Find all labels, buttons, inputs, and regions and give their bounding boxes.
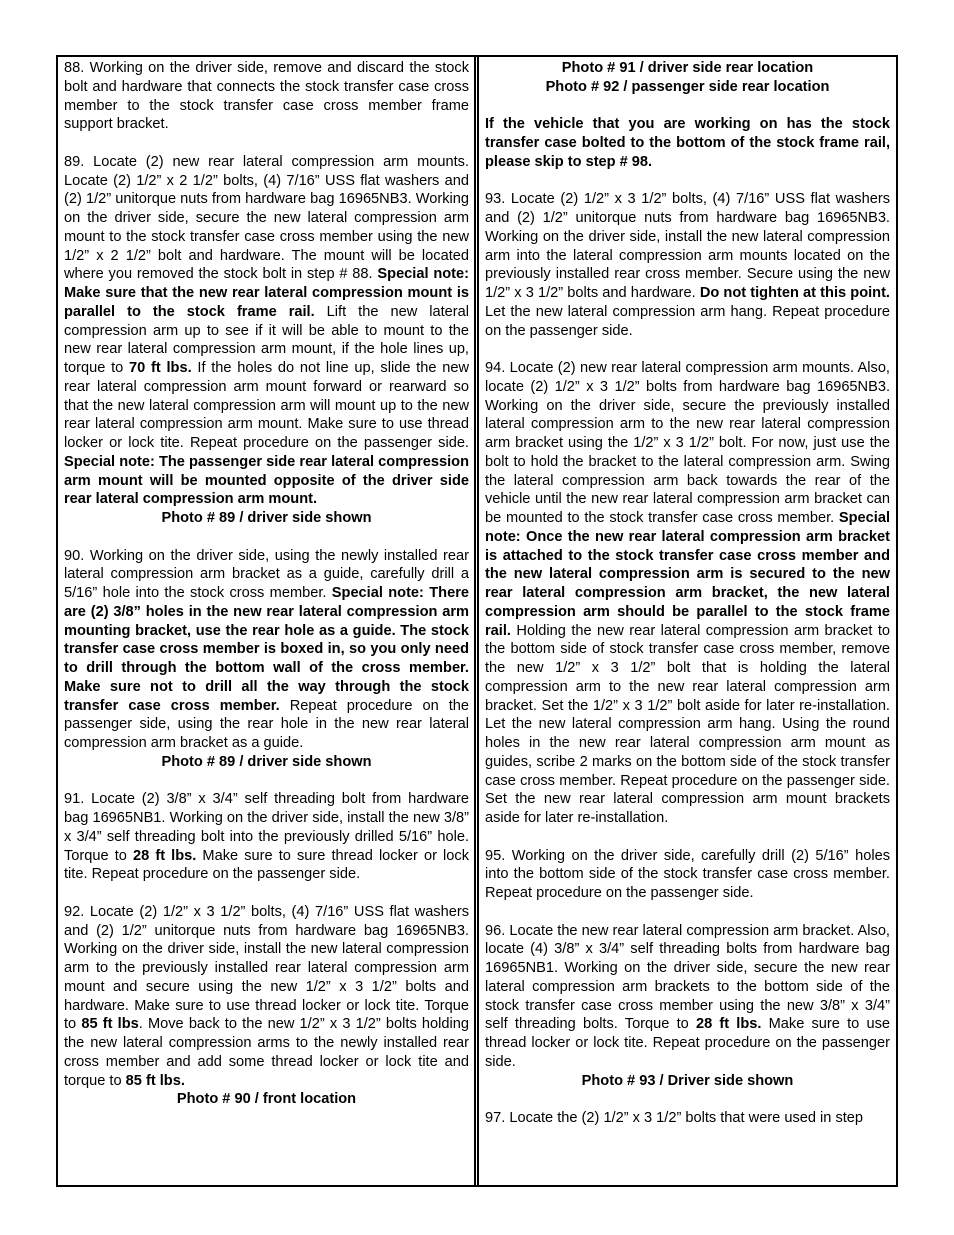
step-93-warning: Do not tighten at this point. — [699, 285, 890, 301]
step-96 — [485, 922, 890, 1072]
step-94-text: 94. Locate (2) new rear lateral compression arm mounts. Also, locate (2) 1/2” x 3 1/2” bolts from hardware bag 16965NB3. Working on the driver side, secure the previously installed lateral compression arm to the new rear lateral compression arm bracket using the 1/2” x 3 1/2” bolt. For now, just use the bolt to hold the bracket to the lateral compression arm. Swing the lateral compression arm back towards the rear of the vehicle until the new rear lateral compression arm bracket can be mounted to the stock transfer case cross member. — [485, 360, 890, 526]
step-94-text-2: Holding the new rear lateral compression arm bracket to the bottom side of stock transfer case cross member, remove the new 1/2” x 3 1/2” bolt that is holding the lateral compression arm to the new rear lateral compression arm bracket. Set the 1/2” x 3 1/2” bolt aside for later re-installation. Let the new lateral compression arm hang. Using the round holes in the new rear lateral compression arm mount as guides, scribe 2 marks on the bottom side of the stock transfer case cross member. Repeat procedure on the passenger side. Set the new rear lateral compression arm mount brackets aside for later re-installation. — [485, 622, 890, 826]
step-97-text: 97. Locate the (2) 1/2” x 3 1/2” bolts that were used in step — [485, 1110, 864, 1126]
step-92-torque-2: 85 ft lbs. — [125, 1072, 185, 1089]
step-89-text-2: Lift the new lateral compression arm up to see if it will be able to mount to the new rear lateral compression arm mount, if the hole lines up, torque to — [64, 303, 469, 376]
step-90 — [64, 547, 469, 753]
photo-89-caption: Photo # 89 / driver side shown — [161, 510, 372, 526]
column-divider — [474, 55, 479, 1187]
step-90-special-note: Special note: There are (2) 3/8” holes in the new rear lateral compression arm mounting bracket, use the rear hole as a guide. The stock transfer case cross member is boxed in, so you only need to drill through the bottom wall of the cross member. Make sure not to drill all the way through the stock transfer case cross member. — [64, 585, 469, 714]
step-91-torque: 28 ft lbs. — [133, 847, 197, 864]
step-88-text: 88. Working on the driver side, remove and discard the stock bolt and hardware that connects the stock transfer case cross member to the stock transfer case cross member frame support bracket. — [64, 60, 469, 133]
step-95 — [485, 847, 890, 903]
step-93-text: 93. Locate (2) 1/2” x 3 1/2” bolts, (4) 7/16” USS flat washers and (2) 1/2” unitorque nuts from hardware bag 16965NB3. Working on the driver side, install the new lateral compression arm into the lateral compression arm mounts located on the previously installed rear cross member. Secure using the new 1/2” x 3 1/2” bolts and hardware. — [485, 191, 890, 301]
step-90-text: 90. Working on the driver side, using the newly installed rear lateral compression arm bracket as a guide, carefully drill a 5/16” hole into the stock cross member. — [64, 547, 469, 601]
skip-note — [485, 115, 890, 171]
step-89-text-3: If the holes do not line up, slide the new rear lateral compression arm mount forward or rearward so that the new lateral compression arm will mount up to the new rear lateral compression arm mount. Make sure to use thread locker or lock tite. Repeat procedure on the passenger side. — [64, 360, 469, 451]
right-column — [485, 59, 890, 1128]
step-94 — [485, 359, 890, 828]
step-90-text-2: Repeat procedure on the passenger side, using the rear hole in the new rear lateral compression arm bracket as a guide. — [64, 697, 469, 751]
step-91 — [64, 790, 469, 884]
step-96-text: 96. Locate the new rear lateral compression arm bracket. Also, locate (4) 3/8” x 3/4” self threading bolts from hardware bag 16965NB1. Working on the driver side, secure the new rear lateral compression arm brackets to the bottom side of the stock transfer case cross member using the new 3/8” x 3/4” self threading bolts. Torque to — [485, 922, 890, 1033]
step-95-text: 95. Working on the driver side, carefully drill (2) 5/16” holes into the bottom side of the stock transfer case cross member. Repeat procedure on the passenger side. — [485, 847, 890, 901]
step-92-text: 92. Locate (2) 1/2” x 3 1/2” bolts, (4) 7/16” USS flat washers and (2) 1/2” unitorque nuts from hardware bag 16965NB3. Working on the driver side, install the new lateral compression arm to the previously installed rear lateral compression arm mount and secure using the new 1/2” x 3 1/2” bolts and hardware. Make sure to use thread locker or lock tite. Torque to — [64, 903, 469, 1033]
step-88 — [64, 59, 469, 134]
photo-90-caption: Photo # 90 / front location — [176, 1091, 357, 1108]
step-97 — [485, 1109, 890, 1128]
step-89-special-note: Special note: Make sure that the new rear lateral compression mount is parallel to the stock frame rail. — [64, 266, 470, 320]
step-92-text-2: . Move back to the new 1/2” x 3 1/2” bolts holding the new lateral compression arms to the newly installed rear cross member and add some thread locker or lock tite and torque to — [64, 1016, 469, 1089]
step-89-special-note-2: Special note: The passenger side rear lateral compression arm mount will be mounted opposite of the driver side rear lateral compression arm mount. — [64, 453, 469, 508]
step-93-text-2: Let the new lateral compression arm hang. Repeat procedure on the passenger side. — [485, 303, 890, 339]
step-91-text: 91. Locate (2) 3/8” x 3/4” self threading bolt from hardware bag 16965NB1. Working on the driver side, install the new 3/8” x 3/4” self threading bolt into the previously drilled 5/16” hole. Torque to — [64, 791, 469, 864]
step-89-torque: 70 ft lbs. — [129, 360, 192, 376]
step-94-special-note: Special note: Once the new rear lateral compression arm bracket is attached to the stock transfer case cross member and the new lateral compression arm is secured to the new rear lateral compression arm bracket, the new lateral compression arm should be parallel to the stock frame rail. — [485, 510, 890, 639]
step-89-text: 89. Locate (2) new rear lateral compression arm mounts. Locate (2) 1/2” x 2 1/2” bolts, (4) 7/16” USS flat washers and (2) 1/2” unitorque nuts from hardware bag 16965NB3. Working on the driver side, secure the new lateral compression arm mount to the stock transfer case cross member using the new 1/2” x 2 1/2” bolt and hardware. The mount will be located where you removed the stock bolt in step # 88. — [64, 153, 469, 283]
step-92 — [64, 903, 469, 1091]
step-91-text-2: Make sure to sure thread locker or lock tite. Repeat procedure on the passenger side. — [64, 847, 470, 883]
step-93 — [485, 190, 890, 340]
left-column — [64, 59, 469, 1109]
skip-note-text: If the vehicle that you are working on has the stock transfer case bolted to the bottom of the stock frame rail, please skip to step # 98. — [485, 116, 890, 170]
photo-92-caption: Photo # 92 / passenger side rear location — [545, 78, 830, 95]
step-92-torque: 85 ft lbs — [81, 1016, 139, 1033]
photo-89-caption-2: Photo # 89 / driver side shown — [161, 753, 372, 770]
photo-93-caption: Photo # 93 / Driver side shown — [581, 1072, 794, 1089]
photo-91-caption: Photo # 91 / driver side rear location — [561, 60, 814, 76]
step-96-torque: 28 ft lbs. — [695, 1016, 762, 1033]
step-96-text-2: Make sure to use thread locker or lock tite. Repeat procedure on the passenger side. — [485, 1016, 890, 1070]
step-89 — [64, 153, 469, 509]
